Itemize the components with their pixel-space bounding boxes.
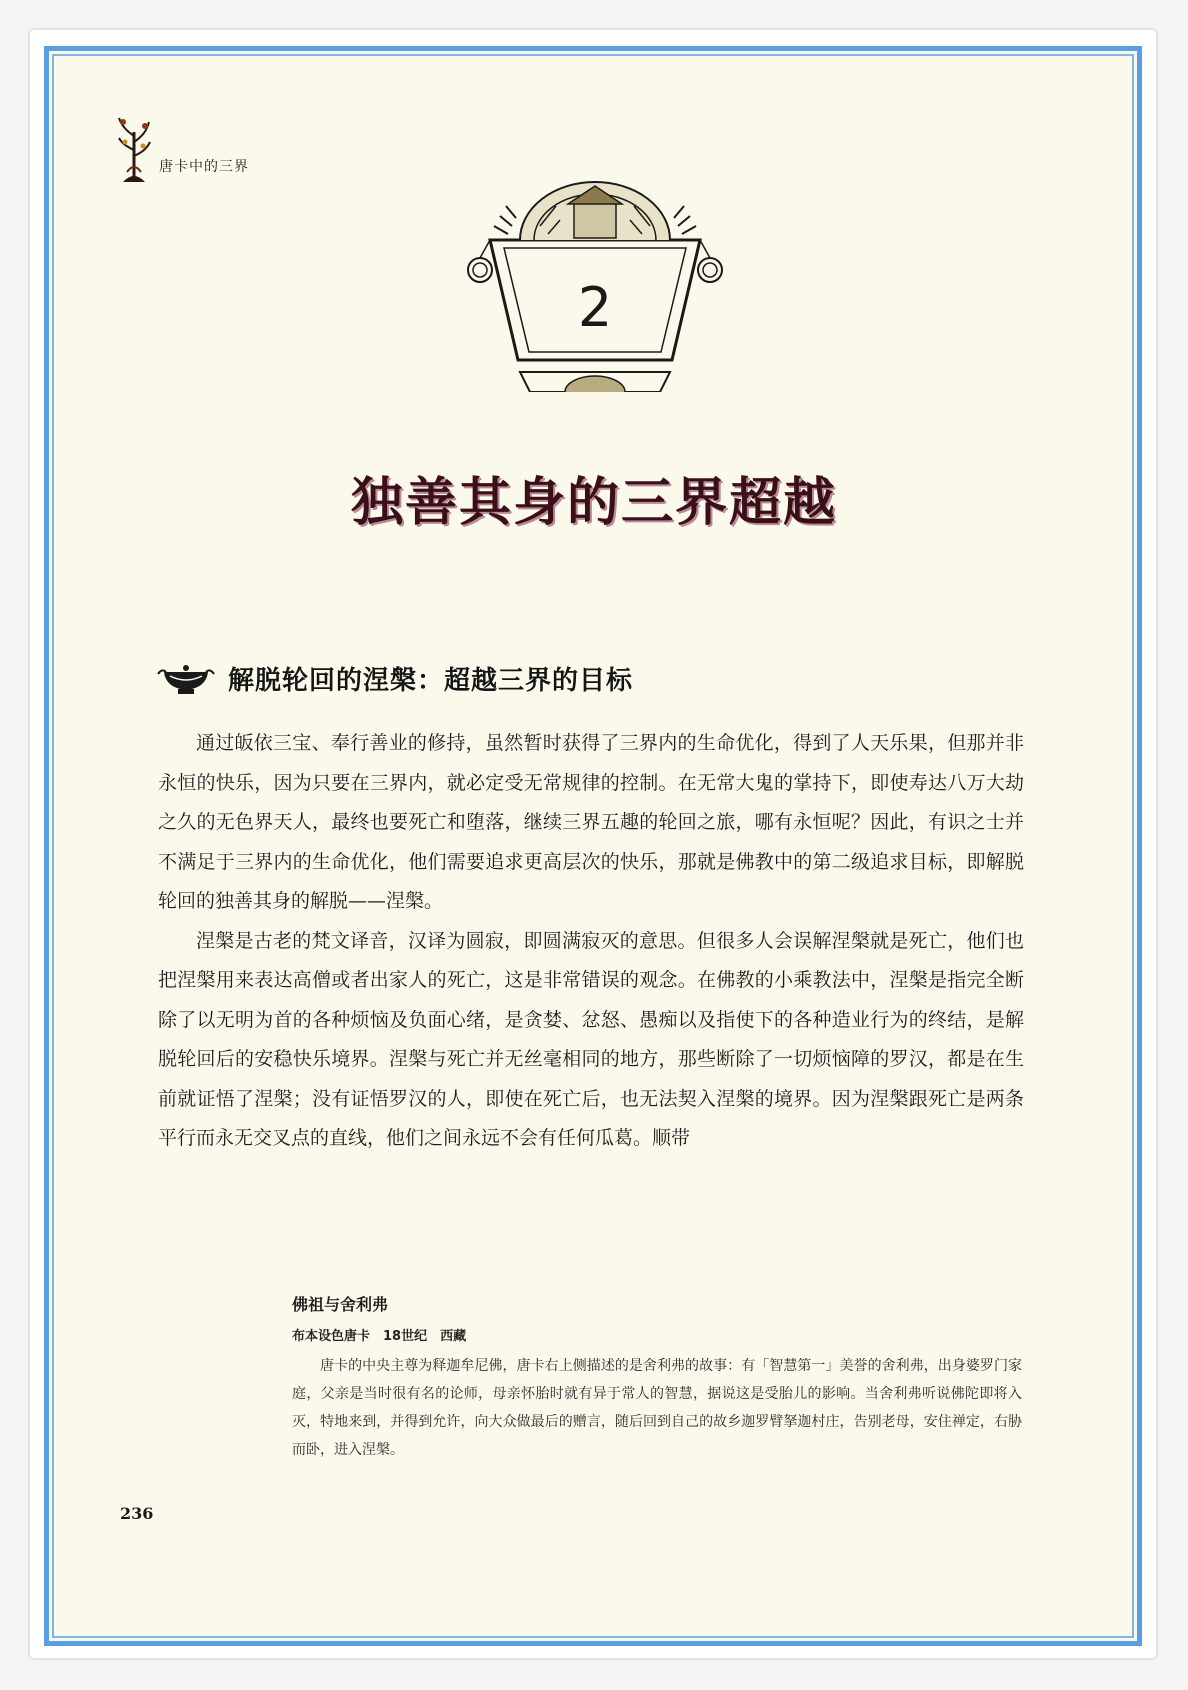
page-number: 236 [120,1504,154,1523]
tree-ornament-icon [115,112,153,184]
chapter-number: 2 [577,276,613,339]
caption-body: 唐卡的中央主尊为释迦牟尼佛，唐卡右上侧描述的是舍利弗的故事：有「智慧第一」美誉的舍利弗，出身婆罗门家庭，父亲是当时很有名的论师，母亲怀胎时就有异于常人的智慧，据说这是受胎儿的影响。当舍利弗听说佛陀即将入灭，特地来到，并得到允许，向大众做最后的赠言，随后回到自己的故乡迦罗臂拏迦村庄，告别老母，安住禅定，右胁而卧，进入涅槃。 [292,1358,1022,1458]
caption-title: 佛祖与舍利弗 [292,1295,389,1314]
paragraph: 通过皈依三宝、奉行善业的修持，虽然暂时获得了三界内的生命优化，得到了人天乐果，但那并非永恒的快乐，因为只要在三界内，就必定受无常规律的控制。在无常大鬼的掌持下，即使寿达八万大劫之久的无色界天人，最终也要死亡和堕落，继续三界五趣的轮回之旅，哪有永恒呢？因此，有识之士并不满足于三界内的生命优化，他们需要追求更高层次的快乐，那就是佛教中的第二级追求目标，即解脱轮回的独善其身的解脱——涅槃。 [158,732,1024,912]
paragraph: 涅槃是古老的梵文译音，汉译为圆寂，即圆满寂灭的意思。但很多人会误解涅槃就是死亡，他们也把涅槃用来表达高僧或者出家人的死亡，这是非常错误的观念。在佛教的小乘教法中，涅槃是指完全断除了以无明为首的各种烦恼及负面心绪，是贪婪、忿怒、愚痴以及指使下的各种造业行为的终结，是解脱轮回后的安稳快乐境界。涅槃与死亡并无丝毫相同的地方，那些断除了一切烦恼障的罗汉，都是在生前就证悟了涅槃；没有证悟罗汉的人，即使在死亡后，也无法契入涅槃的境界。因为涅槃跟死亡是两条平行而永无交叉点的直线，他们之间永远不会有任何瓜葛。顺带 [158,929,1024,1149]
section-heading [156,660,633,697]
chapter-title: 独善其身的三界超越 [350,473,837,533]
chapter-emblem [460,176,730,392]
body-text [158,724,1024,1159]
running-head-text: 唐卡中的三界 [159,159,249,175]
section-heading-text: 解脱轮回的涅槃：超越三界的目标 [228,666,634,696]
bowl-icon [156,662,216,696]
caption-block [292,1292,1022,1464]
caption-meta: 布本设色唐卡 18世纪 西藏 [292,1329,467,1344]
running-head [115,112,249,184]
